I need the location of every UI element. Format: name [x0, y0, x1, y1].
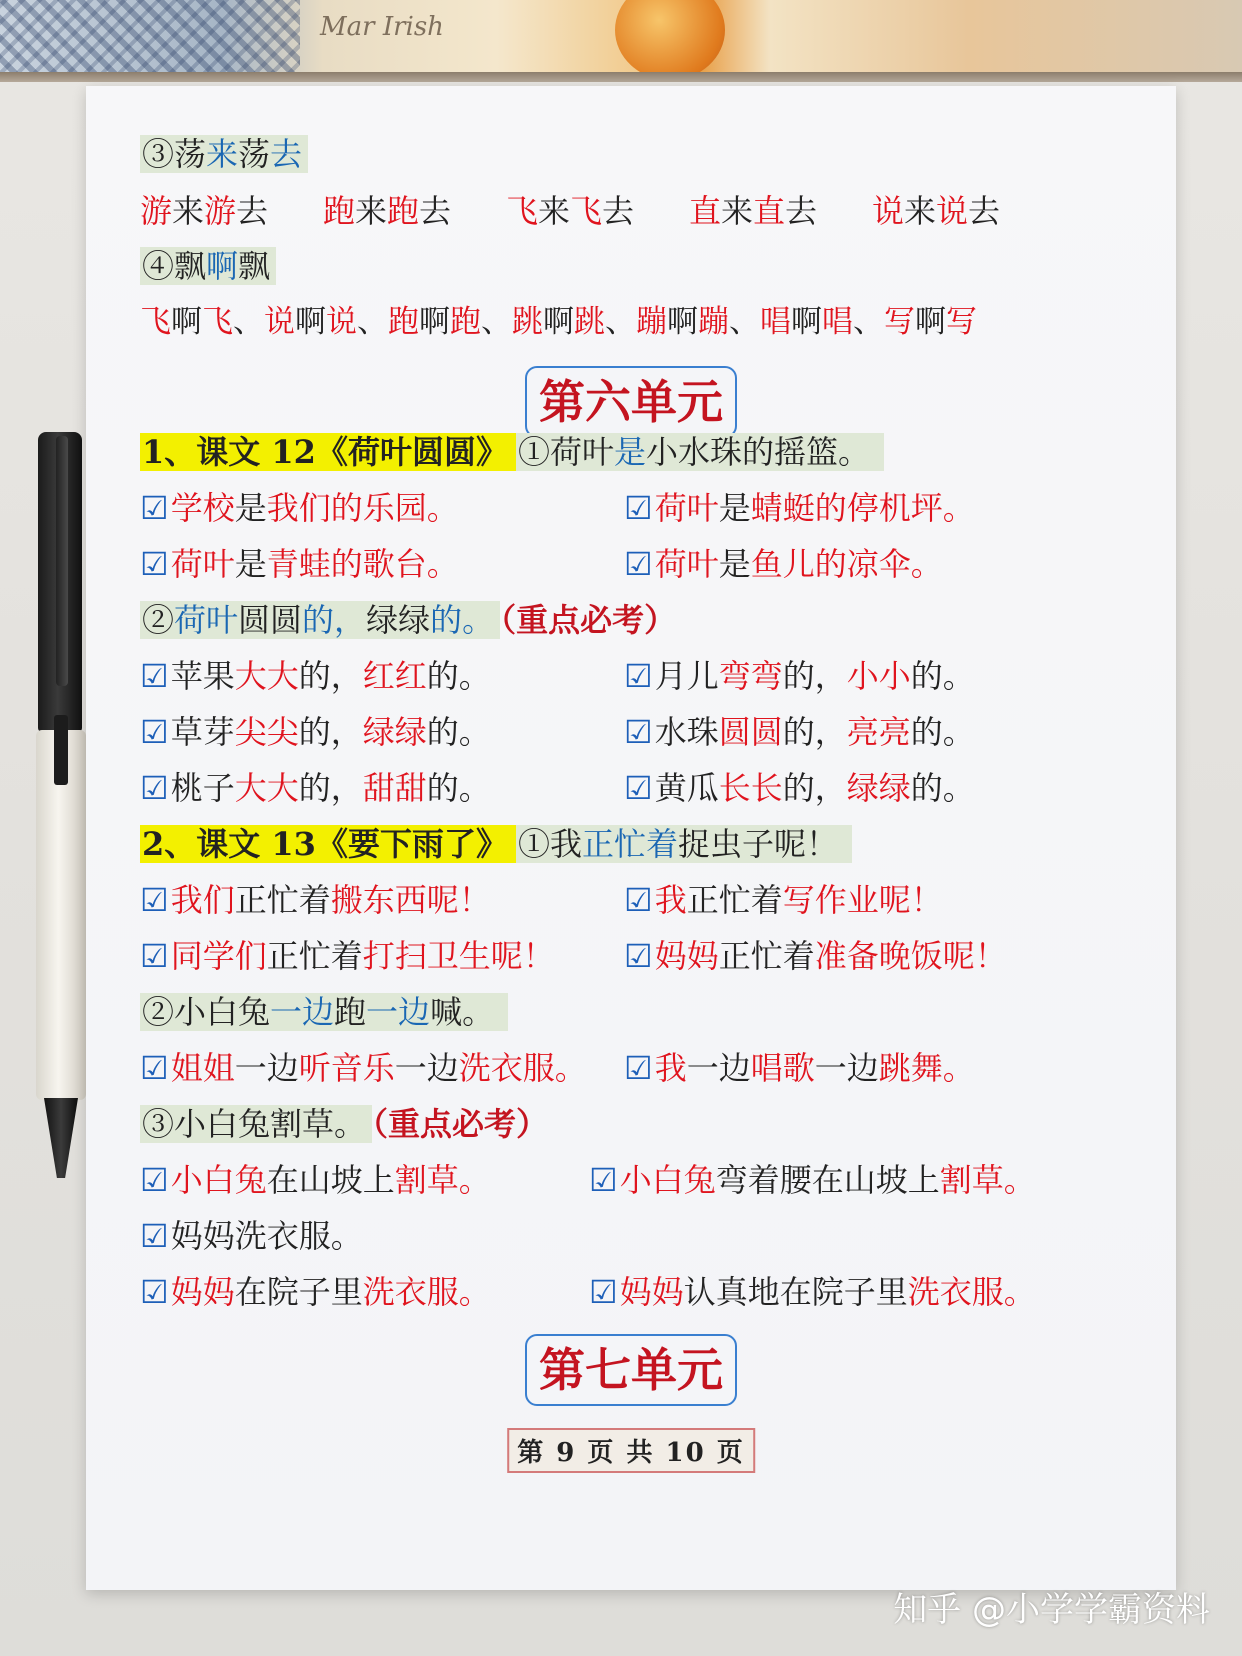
worksheet-page	[86, 86, 1176, 1590]
key-point-label: （重点必考）	[500, 601, 677, 639]
example-sentence: ☑妈妈洗衣服。	[140, 1217, 363, 1255]
example-sentence: ☑同学们正忙着打扫卫生呢！	[140, 937, 555, 975]
key-point-label: （重点必考）	[372, 1105, 549, 1143]
example-sentence: ☑我正忙着写作业呢！	[624, 881, 943, 919]
sentence-pattern-2b: ②小白兔一边跑一边喊。	[140, 990, 508, 1034]
lesson-13-title: 2、课文 13《要下雨了》	[140, 825, 516, 863]
phrase-item: 游来游去	[140, 192, 269, 230]
unit-seven-title: 第七单元	[525, 1334, 737, 1406]
example-sentence: ☑妈妈正忙着准备晚饭呢！	[624, 937, 1007, 975]
check-icon: ☑	[140, 545, 169, 583]
example-sentence: ☑桃子大大的，甜甜的。	[140, 769, 491, 807]
watermark: 知乎 @小学学霸资料	[893, 1590, 1210, 1630]
check-icon: ☑	[140, 1273, 169, 1311]
check-icon: ☑	[624, 713, 653, 751]
check-icon: ☑	[140, 489, 169, 527]
pen-body	[36, 730, 86, 1100]
check-icon: ☑	[624, 881, 653, 919]
check-icon: ☑	[140, 1049, 169, 1087]
check-icon: ☑	[589, 1161, 618, 1199]
lesson-13-heading: 2、课文 13《要下雨了》 ①我正忙着捉虫子呢！	[140, 822, 852, 866]
phrase-row-a: 飞啊飞、说啊说、跑啊跑、跳啊跳、蹦啊蹦、唱啊唱、写啊写	[140, 304, 977, 340]
example-sentence: ☑学校是我们的乐园。	[140, 489, 459, 527]
page-number: 第 9 页 共 10 页	[507, 1428, 755, 1473]
lesson-12-title: 1、课文 12《荷叶圆圆》	[140, 433, 516, 471]
example-sentence: ☑小白兔在山坡上割草。	[140, 1161, 491, 1199]
shelf-edge	[0, 72, 1242, 82]
signature-decoration: Mar Irish	[320, 12, 444, 42]
check-icon: ☑	[624, 545, 653, 583]
check-icon: ☑	[140, 1161, 169, 1199]
example-sentence: ☑苹果大大的，红红的。	[140, 657, 491, 695]
example-sentence: ☑草芽尖尖的，绿绿的。	[140, 713, 491, 751]
example-sentence: ☑月儿弯弯的，小小的。	[624, 657, 975, 695]
pen-tip	[44, 1098, 78, 1178]
check-icon: ☑	[140, 657, 169, 695]
example-sentence: ☑黄瓜长长的，绿绿的。	[624, 769, 975, 807]
phrase-item: 跑来跑去	[323, 192, 452, 230]
phrase-item: 飞来飞去	[506, 192, 635, 230]
background-photo-top	[0, 0, 1242, 82]
phrase-item: 直来直去	[689, 192, 818, 230]
phrase-heading-dang: ③荡来荡去	[140, 132, 308, 176]
check-icon: ☑	[624, 769, 653, 807]
pen-clip	[56, 436, 68, 686]
example-sentence: ☑妈妈认真地在院子里洗衣服。	[589, 1273, 1036, 1311]
example-sentence: ☑我一边唱歌一边跳舞。	[624, 1049, 975, 1087]
check-icon: ☑	[140, 769, 169, 807]
example-sentence: ☑我们正忙着搬东西呢！	[140, 881, 491, 919]
check-icon: ☑	[140, 1217, 169, 1255]
example-sentence: ☑水珠圆圆的，亮亮的。	[624, 713, 975, 751]
check-icon: ☑	[140, 881, 169, 919]
lesson-12-heading: 1、课文 12《荷叶圆圆》 ①荷叶是小水珠的摇篮。	[140, 430, 884, 474]
phrase-item: 说来说去	[872, 192, 1001, 230]
check-icon: ☑	[624, 489, 653, 527]
unit-six-title: 第六单元	[525, 366, 737, 438]
example-sentence: ☑荷叶是鱼儿的凉伞。	[624, 545, 943, 583]
example-sentence: ☑小白兔弯着腰在山坡上割草。	[589, 1161, 1036, 1199]
pen-logo	[54, 715, 68, 785]
check-icon: ☑	[140, 713, 169, 751]
example-sentence: ☑姐姐一边听音乐一边洗衣服。	[140, 1049, 587, 1087]
example-sentence: ☑妈妈在院子里洗衣服。	[140, 1273, 491, 1311]
fruit-illustration	[615, 0, 725, 80]
sentence-pattern-2: ②荷叶圆圆的，绿绿的。 （重点必考）	[142, 601, 677, 639]
check-icon: ☑	[589, 1273, 618, 1311]
check-icon: ☑	[624, 1049, 653, 1087]
check-icon: ☑	[624, 657, 653, 695]
phrase-row-lai-qu	[140, 189, 1000, 233]
example-sentence: ☑荷叶是蜻蜓的停机坪。	[624, 489, 975, 527]
blue-pattern-decoration	[0, 0, 300, 82]
sentence-pattern-3: ③小白兔割草。 （重点必考）	[142, 1105, 549, 1143]
phrase-heading-piao: ④飘啊飘	[140, 244, 276, 288]
check-icon: ☑	[624, 937, 653, 975]
check-icon: ☑	[140, 937, 169, 975]
example-sentence: ☑荷叶是青蛙的歌台。	[140, 545, 459, 583]
